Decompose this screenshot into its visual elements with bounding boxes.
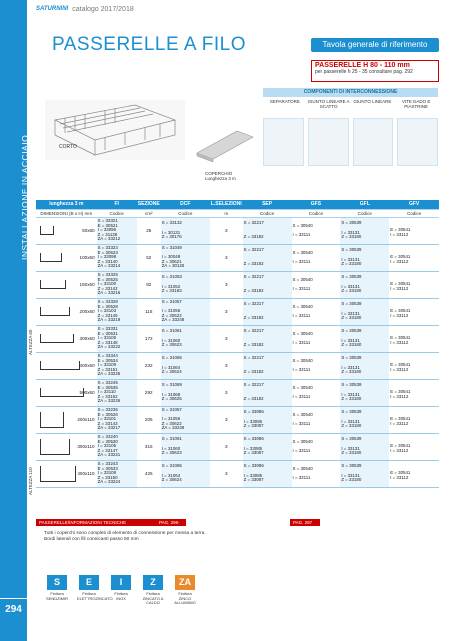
cell-gfs [292, 217, 341, 244]
giunto-scatto-image [308, 118, 349, 166]
sez-value: 25 [146, 228, 152, 233]
cell-gfs [292, 406, 341, 433]
components-heads [263, 99, 438, 109]
dcf-value: S = 31053 I = 31052 Z = 33183 [161, 274, 182, 294]
gfv-value: E = 30541 I = 33112 [390, 227, 411, 237]
cell-dcf [161, 217, 210, 244]
table-row [36, 244, 439, 271]
m-value: 3 [224, 336, 228, 341]
finish-z [141, 575, 165, 606]
m-value: 3 [224, 228, 228, 233]
components-band: COMPONENTI DI INTERCONNESSIONE [263, 88, 438, 97]
table-row [36, 325, 439, 352]
cell-gfv [389, 406, 439, 433]
cell-sep [243, 379, 292, 406]
separatore-image [263, 118, 304, 166]
cell-sep [243, 433, 292, 460]
cell-m [210, 271, 243, 298]
th-fi: FI [97, 200, 137, 209]
finishes [45, 575, 197, 606]
dcf-value: S = 31057 I = 31056 Z = 30622 ZA = 33248 [161, 299, 185, 323]
th-gfl: GFL [340, 200, 389, 209]
gfv-value: E = 30541 I = 33112 [390, 335, 411, 345]
altezza-60-label: ALTEZZA 60 [28, 329, 33, 355]
sep-value: S = 32217 Z = 33182 [243, 220, 264, 240]
cell-fi [97, 244, 137, 271]
cell-dcf [161, 352, 210, 379]
cell-gfv [389, 325, 439, 352]
m-value: 3 [224, 282, 228, 287]
table-row [36, 352, 439, 379]
finish-s-letter: S [47, 575, 67, 590]
cell-sep [243, 217, 292, 244]
cell-sep [243, 325, 292, 352]
fi-value: S = 33344 E = 30534 I = 33109 Z = 33151 ZA = 33225 [97, 353, 121, 377]
th-gfs: GFS [292, 200, 341, 209]
gfv-value: E = 30541 I = 33112 [390, 308, 411, 318]
cell-fi [97, 406, 137, 433]
th2-cm2: cm² [137, 209, 161, 217]
cell-sez [137, 217, 161, 244]
dcf-value: S = 31049 I = 30048 Z = 30621 ZA = 30125 [161, 245, 185, 269]
finish-i [109, 575, 133, 606]
table-row [36, 271, 439, 298]
cell-gfs [292, 325, 341, 352]
dcf-value: S = 31061 I = 31060 Z = 30623 [161, 328, 182, 348]
m-value: 3 [224, 417, 228, 422]
sidebar [0, 0, 30, 641]
notes [44, 531, 206, 543]
dim-label: 400x110 [77, 470, 95, 476]
th2-dim: DIMENSIONI (B x H) mm [36, 209, 97, 217]
cell-gfl [340, 352, 389, 379]
vite-image [397, 118, 438, 166]
fi-value: S = 33331 E = 30531 I = 33106 Z = 33148 ZA = 33222 [97, 326, 121, 350]
tavola-generale-button[interactable]: Tavola generale di riferimento [311, 38, 439, 52]
main-image-label: CORTO [59, 144, 77, 150]
th2-codice-fi: Codice [97, 209, 137, 217]
gfv-value: E = 30541 I = 33112 [390, 254, 411, 264]
section-shape-icon [40, 307, 70, 316]
m-value: 3 [224, 255, 228, 260]
th2-codice-sep: Codice [243, 209, 292, 217]
gfv-value: E = 30541 I = 33112 [390, 416, 411, 426]
sez-value: 172 [144, 336, 153, 341]
cell-m [210, 298, 243, 325]
cell-dim [36, 406, 97, 433]
sidebar-vertical-text: INSTALLAZIONE IN ACCIAIO [20, 134, 30, 260]
cell-gfl [340, 433, 389, 460]
cell-gfl [340, 244, 389, 271]
cell-dim [36, 352, 97, 379]
product-table [36, 200, 439, 488]
sez-value: 425 [144, 471, 153, 476]
gfs-value: S = 30540 I = 33111 [292, 249, 313, 264]
cell-sez [137, 244, 161, 271]
finish-s-label: Finitura SENDZIMIR [46, 591, 68, 601]
cell-fi [97, 379, 137, 406]
dim-label: 50x60 [82, 227, 95, 233]
th-sezione: SEZIONE [137, 200, 161, 209]
gfv-value: E = 30541 I = 33112 [390, 362, 411, 372]
dcf-value: S = 31069 I = 31068 Z = 30625 [161, 382, 182, 402]
table-row [36, 379, 439, 406]
gfl-value: S = 30539 I = 33131 Z = 33180 [341, 409, 362, 429]
saturnini-logo: SATURNINI [36, 6, 69, 12]
sep-value: S = 33086 I = 33085 Z = 33087 [243, 436, 264, 456]
gfv-value: E = 30541 I = 33112 [390, 281, 411, 291]
table-row [36, 298, 439, 325]
gfl-value: S = 30539 I = 33131 Z = 33180 [341, 436, 362, 456]
section-shape-icon [40, 334, 74, 343]
cell-gfs [292, 271, 341, 298]
cell-sep [243, 271, 292, 298]
dim-label: 150x60 [79, 281, 95, 287]
cell-dcf [161, 271, 210, 298]
cell-gfl [340, 325, 389, 352]
section-shape-icon [40, 439, 70, 455]
cell-gfv [389, 433, 439, 460]
wire-tray-drawing [45, 100, 185, 160]
fi-value: S = 33323 E = 30523 I = 33098 Z = 33140 ZA = 33214 [97, 245, 121, 269]
dim-label: 200x110 [77, 416, 95, 422]
cell-dim [36, 325, 97, 352]
header [36, 3, 134, 15]
gfv-value: E = 30541 I = 33112 [390, 470, 411, 480]
table-row [36, 406, 439, 433]
cell-gfv [389, 352, 439, 379]
comp-head-vite: VITE DADO E PIASTRINE [401, 99, 431, 109]
th-gfv: GFV [389, 200, 439, 209]
gfl-value: S = 30539 I = 33131 Z = 33180 [341, 274, 362, 294]
gfs-value: S = 30540 I = 33111 [292, 357, 313, 372]
section-shape-icon [40, 226, 54, 235]
cell-gfs [292, 433, 341, 460]
finish-e-letter: E [79, 575, 99, 590]
sep-value: S = 32217 Z = 33182 [243, 328, 264, 348]
cell-fi [97, 433, 137, 460]
finish-e-label: Finitura ELETTROZINCATO [77, 591, 113, 601]
cell-sez [137, 379, 161, 406]
cell-dcf [161, 406, 210, 433]
cell-m [210, 325, 243, 352]
cell-fi [97, 325, 137, 352]
sep-value: S = 32217 Z = 33182 [243, 301, 264, 321]
fi-value: S = 33321 E = 30521 I = 33096 Z = 31138 ZA = 33212 [97, 218, 121, 242]
comp-head-giunto-scatto: GIUNTO LINEARE A SCATTO [307, 99, 350, 109]
cell-fi [97, 217, 137, 244]
cell-sez [137, 298, 161, 325]
gfs-value: S = 30540 I = 33111 [292, 330, 313, 345]
fi-value: S = 33325 E = 30525 I = 33100 Z = 33142 ZA = 33216 [97, 272, 121, 296]
gfv-value: E = 30541 I = 33112 [390, 389, 411, 399]
dim-label: 300x60 [79, 335, 95, 341]
wire-tray-image [45, 100, 185, 160]
sep-value: S = 32217 Z = 33182 [243, 247, 264, 267]
section-shape-icon [40, 466, 76, 482]
cell-dim [36, 298, 97, 325]
th2-codice-gfv: Codice [389, 209, 439, 217]
section-shape-icon [40, 280, 66, 289]
th-selezioni: L.SELEZIONI [210, 200, 243, 209]
cell-sez [137, 406, 161, 433]
cell-gfs [292, 352, 341, 379]
dcf-value: S = 31061 I = 31060 Z = 30623 [161, 436, 182, 456]
gfl-value: S = 30539 I = 33131 Z = 33180 [341, 301, 362, 321]
cell-dcf [161, 325, 210, 352]
cell-dcf [161, 244, 210, 271]
sep-value: S = 33086 I = 33085 Z = 33087 [243, 463, 264, 483]
gfs-value: S = 30540 I = 33111 [292, 276, 313, 291]
th2-m: m [210, 209, 243, 217]
altezza-110-label: ALTEZZA 110 [28, 467, 33, 495]
gfl-value: S = 30539 I = 33131 Z = 33180 [341, 220, 362, 240]
gfs-value: S = 30540 I = 33111 [292, 222, 313, 237]
th-sep: SEP [243, 200, 292, 209]
m-value: 3 [224, 309, 228, 314]
section-shape-icon [40, 361, 80, 370]
giunto-lineare-image [353, 118, 394, 166]
cell-sep [243, 298, 292, 325]
gfs-value: S = 30540 I = 33111 [292, 384, 313, 399]
th2-codice-dcf: Codice [161, 209, 210, 217]
comp-head-separatore: SEPARATORE [269, 99, 300, 104]
section-shape-icon [40, 253, 62, 262]
gfs-value: S = 30540 I = 33111 [292, 438, 313, 453]
th-lunghezza: lunghezza 3 m [36, 200, 97, 209]
sep-value: S = 32217 Z = 33182 [243, 382, 264, 402]
note-line-1: Tutti i coperchi sono completi di elemento di connessione per messa a terra. [44, 531, 206, 536]
gfs-value: S = 30540 I = 33111 [292, 465, 313, 480]
gfl-value: S = 30539 I = 33131 Z = 33180 [341, 463, 362, 483]
cell-sep [243, 406, 292, 433]
fi-value: S = 33236 E = 30526 I = 33101 Z = 33143 ZA = 33217 [97, 407, 121, 431]
gfv-value: E = 30541 I = 33112 [390, 443, 411, 453]
page-number: 294 [0, 598, 27, 620]
cell-sep [243, 352, 292, 379]
finish-za-letter: ZA [175, 575, 195, 590]
th-dcf: DCF [161, 200, 210, 209]
finish-z-letter: Z [143, 575, 163, 590]
cell-dim [36, 217, 97, 244]
comp-head-giunto-lineare: GIUNTO LINEARE [353, 99, 392, 104]
m-value: 3 [224, 363, 228, 368]
cell-gfv [389, 271, 439, 298]
sep-value: S = 33086 I = 33085 Z = 33087 [243, 409, 264, 429]
fi-value: S = 33328 E = 30528 I = 33103 Z = 33145 ZA = 33219 [97, 299, 121, 323]
sez-value: 115 [145, 309, 153, 314]
table-row [36, 433, 439, 460]
finish-i-letter: I [111, 575, 131, 590]
note-line2: per passerelle h 25 - 35 consultare pag. 292 [315, 69, 413, 75]
sep-value: S = 32217 Z = 33182 [243, 274, 264, 294]
cover-image-label: COPERCHIO Lunghezza 3 m [205, 171, 236, 181]
cell-gfs [292, 298, 341, 325]
cell-gfl [340, 406, 389, 433]
cell-dim [36, 433, 97, 460]
cell-m [210, 244, 243, 271]
cell-dcf [161, 460, 210, 487]
footer-band-pag2[interactable]: PAG. 297 [290, 519, 320, 526]
sez-value: 205 [144, 417, 153, 422]
dcf-value: S = 31057 I = 31056 Z = 30622 ZA = 33248 [161, 407, 185, 431]
cell-dim [36, 244, 97, 271]
cell-m [210, 352, 243, 379]
cell-gfl [340, 217, 389, 244]
fi-value: S = 33245 E = 30535 I = 33110 Z = 33152 ZA = 33226 [97, 380, 121, 404]
gfs-value: S = 30540 I = 33111 [292, 411, 313, 426]
cell-dcf [161, 379, 210, 406]
dim-label: 500x60 [79, 389, 95, 395]
cell-gfv [389, 379, 439, 406]
cell-gfl [340, 460, 389, 487]
catalog-label: catalogo 2017/2018 [72, 5, 134, 13]
finish-z-label: Finitura ZINCATO A CALDO [142, 591, 164, 606]
fi-value: S = 33243 E = 30533 I = 33108 Z = 33150 ZA = 33224 [97, 461, 121, 485]
cell-gfl [340, 271, 389, 298]
section-shape-icon [40, 412, 64, 428]
gfl-value: S = 30539 I = 33131 Z = 33180 [341, 355, 362, 375]
finish-za-label: Finitura ZINCO ALLUMINIO [174, 591, 196, 606]
dcf-value: S = 31065 I = 31064 Z = 30624 [161, 463, 182, 483]
cell-fi [97, 460, 137, 487]
note-line1: PASSERELLE H 80 - 110 mm [315, 62, 410, 69]
note-line-2: Bordi laterali con fili connicanti passo 50 mm [44, 537, 139, 542]
cell-m [210, 217, 243, 244]
finish-s [45, 575, 69, 606]
gfl-value: S = 30539 I = 33131 Z = 33180 [341, 382, 362, 402]
cell-fi [97, 271, 137, 298]
gfl-value: S = 30539 I = 33131 Z = 33180 [341, 328, 362, 348]
cell-m [210, 406, 243, 433]
dim-label: 100x60 [79, 254, 95, 260]
th2-codice-gfs: Codice [292, 209, 341, 217]
cell-m [210, 433, 243, 460]
finish-e [77, 575, 113, 606]
table-row [36, 460, 439, 487]
dcf-value: S = 33132 I = 30131 Z = 30176 [161, 220, 182, 240]
dcf-value: S = 31065 I = 31064 Z = 30624 [161, 355, 182, 375]
cell-gfv [389, 298, 439, 325]
finish-za [173, 575, 197, 606]
cell-dcf [161, 433, 210, 460]
cell-dim [36, 271, 97, 298]
cell-sep [243, 460, 292, 487]
dim-label: 400x60 [79, 362, 95, 368]
cover-drawing [195, 125, 255, 165]
sez-value: 52 [146, 255, 152, 260]
sez-value: 232 [144, 363, 153, 368]
cell-m [210, 460, 243, 487]
cell-sez [137, 271, 161, 298]
sez-value: 292 [144, 390, 153, 395]
note-box [311, 60, 439, 82]
cell-dim [36, 379, 97, 406]
cell-gfl [340, 379, 389, 406]
cell-dim [36, 460, 97, 487]
m-value: 3 [224, 471, 228, 476]
sez-value: 315 [144, 444, 153, 449]
cell-gfv [389, 244, 439, 271]
cell-gfs [292, 460, 341, 487]
sez-value: 82 [146, 282, 152, 287]
cell-gfl [340, 298, 389, 325]
cell-sez [137, 325, 161, 352]
dim-label: 200x60 [79, 308, 95, 314]
cell-sep [243, 244, 292, 271]
cell-sez [137, 460, 161, 487]
m-value: 3 [224, 390, 228, 395]
page-title: PASSERELLE A FILO [52, 34, 247, 55]
cell-fi [97, 298, 137, 325]
gfl-value: S = 30539 I = 33131 Z = 33180 [341, 247, 362, 267]
cell-gfv [389, 217, 439, 244]
components-images [263, 118, 438, 166]
cell-gfv [389, 460, 439, 487]
cell-gfs [292, 379, 341, 406]
cell-sez [137, 433, 161, 460]
sep-value: S = 32217 Z = 33182 [243, 355, 264, 375]
footer-band [36, 519, 439, 532]
cell-m [210, 379, 243, 406]
cell-sez [137, 352, 161, 379]
th2-codice-gfl: Codice [340, 209, 389, 217]
footer-band-pag1[interactable]: PAG. 296-297 [156, 519, 186, 526]
footer-band-left: PASSERELLE/INFORMAZIONI TECNICHE SPECIFICHE [36, 519, 156, 526]
dim-label: 300x110 [77, 443, 95, 449]
cell-dcf [161, 298, 210, 325]
table-row [36, 217, 439, 244]
section-shape-icon [40, 388, 84, 397]
m-value: 3 [224, 444, 228, 449]
fi-value: S = 33240 E = 30530 I = 33105 Z = 33147 ZA = 33221 [97, 434, 121, 458]
gfs-value: S = 30540 I = 33111 [292, 303, 313, 318]
cell-fi [97, 352, 137, 379]
cell-gfs [292, 244, 341, 271]
finish-i-label: Finitura INOX [114, 591, 128, 601]
cover-image [195, 125, 255, 181]
